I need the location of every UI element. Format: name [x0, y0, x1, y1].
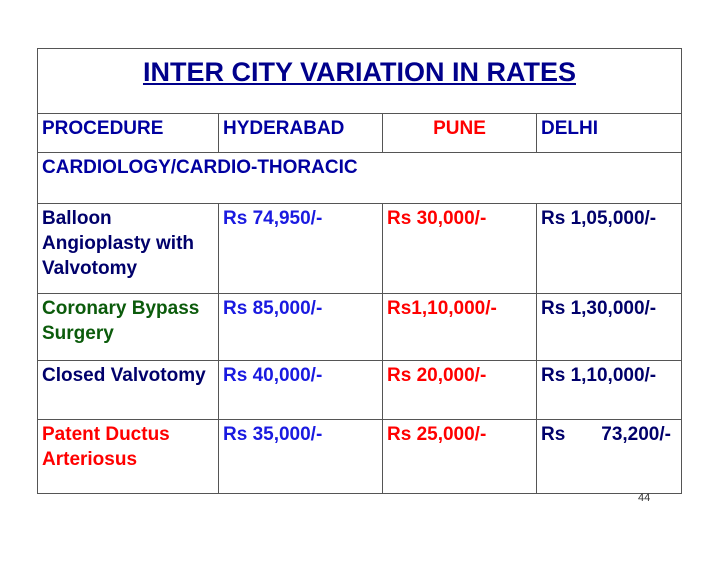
header-pune: PUNE: [383, 114, 537, 152]
hyderabad-rate: Rs 40,000/-: [219, 361, 383, 419]
hyderabad-rate: Rs 35,000/-: [219, 420, 383, 493]
pune-rate: Rs 30,000/-: [383, 204, 537, 293]
table-row: [38, 204, 681, 294]
table-row: [38, 420, 681, 493]
hyderabad-rate: Rs 85,000/-: [219, 294, 383, 360]
delhi-rate: Rs 1,05,000/-: [541, 208, 657, 229]
pune-rate: Rs 20,000/-: [383, 361, 537, 419]
table-row: [38, 361, 681, 420]
procedure-name: Coronary Bypass Surgery: [38, 294, 219, 360]
delhi-rate-prefix: Rs: [541, 424, 566, 445]
hyderabad-rate: Rs 74,950/-: [219, 204, 383, 293]
page-number: 44: [638, 492, 651, 504]
procedure-name: Balloon Angioplasty with Valvotomy: [38, 204, 219, 293]
header-hyderabad: HYDERABAD: [219, 114, 383, 152]
header-delhi: DELHI: [541, 118, 598, 139]
procedure-name: Closed Valvotomy: [38, 361, 219, 419]
pune-rate: Rs1,10,000/-: [383, 294, 537, 360]
rates-table: [37, 48, 682, 494]
delhi-rate: Rs 1,30,000/-: [541, 298, 657, 319]
delhi-rate: [537, 420, 681, 493]
procedure-name: Patent Ductus Arteriosus: [38, 420, 219, 493]
delhi-rate-amount: 73,200/-: [601, 424, 671, 445]
table-row: [38, 294, 681, 361]
header-procedure: PROCEDURE: [38, 114, 219, 152]
slide-title: INTER CITY VARIATION IN RATES: [142, 57, 576, 87]
pune-rate: Rs 25,000/-: [383, 420, 537, 493]
section-label: CARDIOLOGY/CARDIO-THORACIC: [42, 157, 358, 178]
header-row: [38, 114, 681, 153]
title-row: [38, 49, 681, 114]
delhi-rate: Rs 1,10,000/-: [541, 365, 657, 386]
section-row: [38, 153, 681, 204]
